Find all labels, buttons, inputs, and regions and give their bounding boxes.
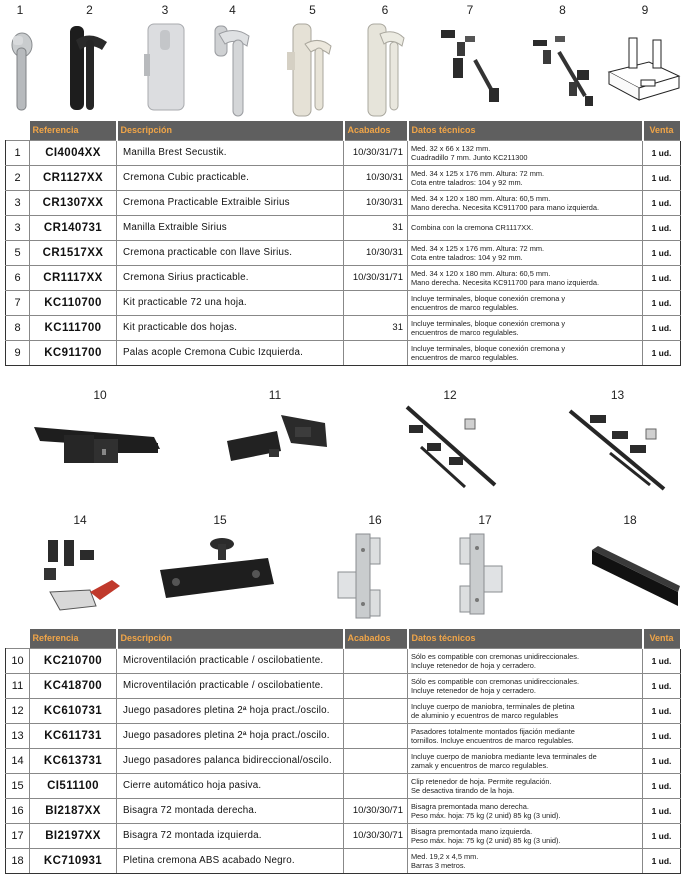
description: Microventilación practicable / oscilobatiente. [117, 648, 344, 673]
hinge-left-icon [440, 510, 530, 622]
finishes: 10/30/31 [344, 165, 408, 190]
hardware-kit-icon [435, 0, 505, 120]
finishes: 10/30/31 [344, 240, 408, 265]
finishes: 10/30/31 [344, 190, 408, 215]
technical-data [408, 848, 643, 873]
product-5 [285, 0, 340, 120]
description: Juego pasadores palanca bidireccional/oscilo. [117, 748, 344, 773]
product-number: 10 [93, 388, 107, 402]
technical-data-line: Incluye cuerpo de maniobra mediante leva terminales de [411, 751, 597, 761]
row-number: 3 [6, 215, 30, 240]
header-acabados: Acabados [344, 121, 408, 140]
technical-data-line: Cota entre taladros: 104 y 92 mm. [411, 252, 523, 262]
finishes: 31 [344, 315, 408, 340]
header-referencia: Referencia [30, 629, 117, 648]
technical-data-line: zamak y encuentros de marco regulables. [411, 760, 549, 770]
bolt-set-alt-icon [560, 385, 675, 495]
micro-ventilation-icon [20, 385, 180, 495]
row-number: 11 [6, 673, 30, 698]
table-row [6, 165, 681, 190]
product-number: 11 [268, 388, 282, 402]
technical-data-line: Clip retenedor de hoja. Permite regulación. [411, 776, 552, 786]
technical-data-line: Sólo es compatible con cremonas unidireccionales. [411, 651, 580, 661]
reference-code: KC111700 [30, 315, 117, 340]
sale-unit: 1 ud. [643, 290, 681, 315]
finishes [344, 340, 408, 365]
technical-data-line: Sólo es compatible con cremonas unidireccionales. [411, 676, 580, 686]
technical-data [408, 823, 643, 848]
product-7 [435, 0, 505, 120]
technical-data-line: Incluye terminales, bloque conexión cremona y [411, 343, 566, 353]
sale-unit: 1 ud. [643, 140, 681, 165]
product-18 [580, 510, 680, 622]
product-number: 8 [559, 3, 566, 17]
technical-data [408, 190, 643, 215]
technical-data-line: Med. 34 x 125 x 176 mm. Altura: 72 mm. [411, 243, 545, 253]
technical-data-line: Peso máx. hoja: 75 kg (2 unid) 85 kg (3 unid). [411, 810, 561, 820]
technical-data-line: Med. 34 x 120 x 180 mm. Altura: 60,5 mm. [411, 193, 551, 203]
table-row [6, 340, 681, 365]
product-number: 7 [466, 3, 474, 17]
table-row [6, 648, 681, 673]
lever-handle-black-icon [62, 0, 117, 120]
reference-code: KC613731 [30, 748, 117, 773]
finishes [344, 648, 408, 673]
sale-unit: 1 ud. [643, 698, 681, 723]
table-row [6, 215, 681, 240]
description: Kit practicable 72 una hoja. [117, 290, 344, 315]
sale-unit: 1 ud. [643, 673, 681, 698]
finishes [344, 290, 408, 315]
row-number: 2 [6, 165, 30, 190]
product-2 [62, 0, 117, 120]
product-number: 3 [161, 3, 169, 17]
product-number: 15 [213, 513, 227, 527]
reference-code: CI511100 [30, 773, 117, 798]
finishes: 10/30/30/71 [344, 823, 408, 848]
sale-unit: 1 ud. [643, 848, 681, 873]
row-number: 15 [6, 773, 30, 798]
technical-data [408, 673, 643, 698]
product-17 [440, 510, 530, 622]
table-row [6, 773, 681, 798]
description: Manilla Extraible Sirius [117, 215, 344, 240]
header-descripcion: Descripción [117, 629, 344, 648]
technical-data-line: Cota entre taladros: 104 y 92 mm. [411, 177, 523, 187]
row-number: 3 [6, 190, 30, 215]
product-number: 9 [641, 3, 649, 17]
sale-unit: 1 ud. [643, 823, 681, 848]
hardware-kit-double-icon [525, 0, 600, 120]
technical-data [408, 165, 643, 190]
sale-unit: 1 ud. [643, 265, 681, 290]
description: Bisagra 72 montada derecha. [117, 798, 344, 823]
product-table-1 [5, 121, 682, 366]
table-row [6, 698, 681, 723]
finishes [344, 698, 408, 723]
description: Manilla Brest Secustik. [117, 140, 344, 165]
reference-code: KC110700 [30, 290, 117, 315]
product-number: 2 [86, 3, 93, 17]
reference-code: CR140731 [30, 215, 117, 240]
row-number: 10 [6, 648, 30, 673]
row-number: 8 [6, 315, 30, 340]
product-number: 16 [368, 513, 382, 527]
hinge-right-icon [330, 510, 420, 622]
finishes: 10/30/31/71 [344, 265, 408, 290]
reference-code: CR1307XX [30, 190, 117, 215]
technical-data [408, 265, 643, 290]
product-images-bottom [0, 510, 685, 622]
reference-code: BI2197XX [30, 823, 117, 848]
bolt-set-icon [395, 385, 505, 495]
technical-data [408, 140, 643, 165]
sale-unit: 1 ud. [643, 215, 681, 240]
technical-data-line: Incluye retenedor de hoja y cerradero. [411, 685, 536, 695]
product-number: 18 [623, 513, 637, 527]
row-number: 9 [6, 340, 30, 365]
automatic-lock-icon [150, 510, 290, 622]
technical-data-line: Se desactiva tirando de la hoja. [411, 785, 515, 795]
product-number: 4 [229, 3, 236, 17]
technical-data [408, 340, 643, 365]
abs-plate-icon [580, 510, 680, 622]
table-row [6, 723, 681, 748]
description: Kit practicable dos hojas. [117, 315, 344, 340]
reference-code: CR1127XX [30, 165, 117, 190]
sale-unit: 1 ud. [643, 315, 681, 340]
table-row [6, 748, 681, 773]
product-images-mid [0, 385, 685, 495]
drawing-bracket-icon [605, 0, 685, 120]
reference-code: KC418700 [30, 673, 117, 698]
description: Juego pasadores pletina 2ª hoja pract./oscilo. [117, 698, 344, 723]
product-14 [30, 510, 130, 622]
technical-data-line: Incluye terminales, bloque conexión cremona y [411, 318, 566, 328]
technical-data [408, 240, 643, 265]
technical-data-line: de aluminio y ecuentros de marco regulables [411, 710, 559, 720]
finishes: 10/30/31/71 [344, 140, 408, 165]
row-number: 1 [6, 140, 30, 165]
row-number: 17 [6, 823, 30, 848]
header-referencia: Referencia [30, 121, 117, 140]
table-row [6, 265, 681, 290]
technical-data [408, 773, 643, 798]
reference-code: CR1517XX [30, 240, 117, 265]
sale-unit: 1 ud. [643, 165, 681, 190]
product-13 [560, 385, 675, 495]
product-images-top [0, 0, 685, 120]
reference-code: BI2187XX [30, 798, 117, 823]
technical-data [408, 748, 643, 773]
finishes [344, 748, 408, 773]
product-number: 1 [16, 3, 24, 17]
lever-handle-chrome-icon [205, 0, 260, 120]
reference-code: KC210700 [30, 648, 117, 673]
technical-data-line: Peso máx. hoja: 75 kg (2 unid) 85 kg (3 unid). [411, 835, 561, 845]
product-1 [0, 0, 40, 120]
sale-unit: 1 ud. [643, 240, 681, 265]
description: Microventilación practicable / oscilobatiente. [117, 673, 344, 698]
table-row [6, 290, 681, 315]
sale-unit: 1 ud. [643, 748, 681, 773]
technical-data-line: encuentros de marco regulables. [411, 327, 519, 337]
finishes: 10/30/30/71 [344, 798, 408, 823]
technical-data-line: Med. 34 x 120 x 180 mm. Altura: 60,5 mm. [411, 268, 551, 278]
sale-unit: 1 ud. [643, 773, 681, 798]
product-number: 13 [610, 388, 625, 402]
product-4 [205, 0, 260, 120]
technical-data [408, 648, 643, 673]
description: Cremona Sirius practicable. [117, 265, 344, 290]
technical-data-line: Mano derecha. Necesita KC911700 para mano izquierda. [411, 202, 600, 212]
header-venta: Venta [643, 629, 681, 648]
table-row [6, 240, 681, 265]
product-16 [330, 510, 420, 622]
technical-data [408, 698, 643, 723]
micro-ventilation-compact-icon [215, 385, 335, 495]
table-row [6, 798, 681, 823]
description: Palas acople Cremona Cubic Izquierda. [117, 340, 344, 365]
sale-unit: 1 ud. [643, 340, 681, 365]
finishes [344, 773, 408, 798]
product-15 [150, 510, 290, 622]
technical-data-line: Med. 19,2 x 4,5 mm. [411, 851, 479, 861]
table-row [6, 823, 681, 848]
row-number: 12 [6, 698, 30, 723]
lever-handle-cream-icon [360, 0, 410, 120]
product-3 [140, 0, 190, 120]
description: Bisagra 72 montada izquierda. [117, 823, 344, 848]
header-blank [6, 121, 30, 140]
description: Cremona Cubic practicable. [117, 165, 344, 190]
lever-bolt-set-icon [30, 510, 130, 622]
technical-data-line: Mano derecha. Necesita KC911700 para mano izquierda. [411, 277, 600, 287]
technical-data-line: encuentros de marco regulables. [411, 302, 519, 312]
row-number: 14 [6, 748, 30, 773]
header-venta: Venta [643, 121, 681, 140]
technical-data [408, 215, 643, 240]
product-number: 5 [309, 3, 316, 17]
header-datos-tecnicos: Datos técnicos [408, 629, 643, 648]
technical-data-line: Cuadradillo 7 mm. Junto KC211300 [411, 152, 528, 162]
sale-unit: 1 ud. [643, 648, 681, 673]
description: Pletina cremona ABS acabado Negro. [117, 848, 344, 873]
technical-data-line: Barras 3 metros. [411, 860, 466, 870]
technical-data [408, 798, 643, 823]
sale-unit: 1 ud. [643, 723, 681, 748]
description: Juego pasadores pletina 2ª hoja pract./oscilo. [117, 723, 344, 748]
product-8 [525, 0, 600, 120]
product-10 [20, 385, 180, 495]
finishes [344, 848, 408, 873]
description: Cremona Practicable Extraible Sirius [117, 190, 344, 215]
header-descripcion: Descripción [117, 121, 344, 140]
finishes: 31 [344, 215, 408, 240]
technical-data [408, 723, 643, 748]
description: Cierre automático hoja pasiva. [117, 773, 344, 798]
reference-code: CR1117XX [30, 265, 117, 290]
table-row [6, 848, 681, 873]
technical-data-line: Bisagra premontada mano derecha. [411, 801, 529, 811]
header-datos-tecnicos: Datos técnicos [408, 121, 643, 140]
technical-data-line: encuentros de marco regulables. [411, 352, 519, 362]
technical-data-line: Incluye terminales, bloque conexión cremona y [411, 293, 566, 303]
product-number: 6 [381, 3, 389, 17]
product-number: 12 [443, 388, 457, 402]
reference-code: KC611731 [30, 723, 117, 748]
finishes [344, 673, 408, 698]
sale-unit: 1 ud. [643, 798, 681, 823]
lever-handle-silver-icon [0, 0, 40, 120]
row-number: 7 [6, 290, 30, 315]
handle-with-plate-icon [140, 0, 190, 120]
header-acabados: Acabados [344, 629, 408, 648]
reference-code: KC710931 [30, 848, 117, 873]
lever-handle-ivory-icon [285, 0, 340, 120]
row-number: 16 [6, 798, 30, 823]
product-6 [360, 0, 410, 120]
technical-data [408, 290, 643, 315]
finishes [344, 723, 408, 748]
table-row [6, 673, 681, 698]
header-blank [6, 629, 30, 648]
product-number: 17 [478, 513, 492, 527]
technical-data-line: Med. 32 x 66 x 132 mm. [411, 143, 491, 153]
product-12 [395, 385, 505, 495]
table-row [6, 190, 681, 215]
row-number: 18 [6, 848, 30, 873]
table-row [6, 140, 681, 165]
product-11 [215, 385, 335, 495]
product-9 [605, 0, 685, 120]
row-number: 5 [6, 240, 30, 265]
reference-code: KC911700 [30, 340, 117, 365]
product-table-2 [5, 629, 682, 874]
technical-data-line: Pasadores totalmente montados fijación mediante [411, 726, 575, 736]
reference-code: KC610731 [30, 698, 117, 723]
technical-data-line: tornillos. Incluye encuentros de marco regulables. [411, 735, 574, 745]
table-row [6, 315, 681, 340]
row-number: 13 [6, 723, 30, 748]
technical-data-line: Bisagra premontada mano izquierda. [411, 826, 533, 836]
product-number: 14 [73, 513, 87, 527]
description: Cremona practicable con llave Sirius. [117, 240, 344, 265]
reference-code: CI4004XX [30, 140, 117, 165]
technical-data-line: Incluye cuerpo de maniobra, terminales de pletina [411, 701, 575, 711]
row-number: 6 [6, 265, 30, 290]
sale-unit: 1 ud. [643, 190, 681, 215]
technical-data-line: Incluye retenedor de hoja y cerradero. [411, 660, 536, 670]
technical-data [408, 315, 643, 340]
technical-data-line: Med. 34 x 125 x 176 mm. Altura: 72 mm. [411, 168, 545, 178]
technical-data-line: Combina con la cremona CR1117XX. [411, 223, 534, 232]
